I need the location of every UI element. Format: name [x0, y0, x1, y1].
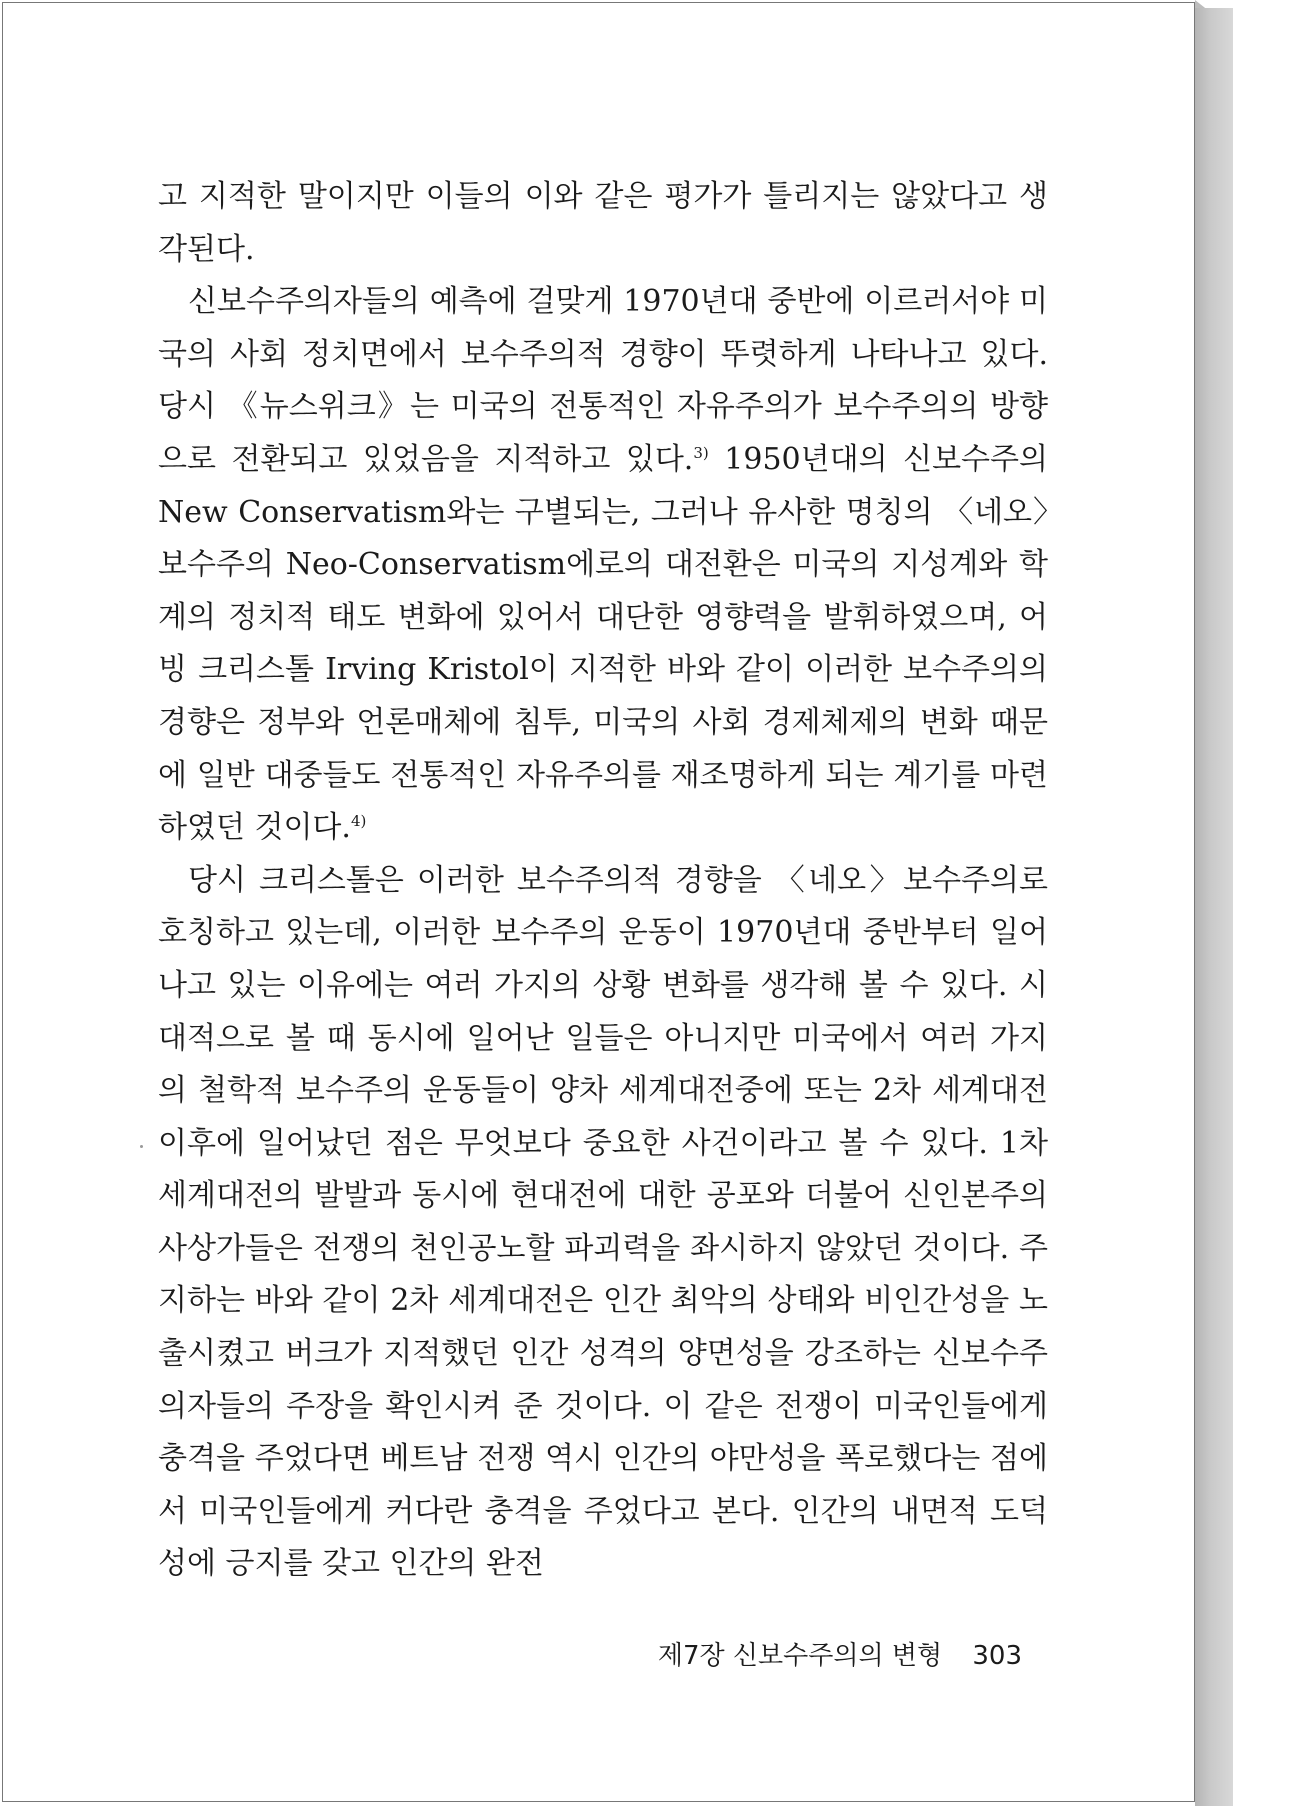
paragraph: [158, 276, 1048, 855]
paragraph-text: 당시 크리스톨은 이러한 보수주의적 경향을 〈네오〉보수주의로 호칭하고 있는데, 이러한 보수주의 운동이 1970년대 중반부터 일어나고 있는 이유에는 여러 가지의 상황 변화를 생각해 볼 수 있다. 시대적으로 볼 때 동시에 일어난 일들은 아니지만 미국에서 여러 가지의 철학적 보수주의 운동들이 양차 세계대전중에 또는 2차 세계대전 이후에 일어났던 점은 무엇보다 중요한 사건이라고 볼 수 있다. 1차 세계대전의 발발과 동시에 현대전에 대한 공포와 더불어 신인본주의 사상가들은 전쟁의 천인공노할 파괴력을 좌시하지 않았던 것이다. 주지하는 바와 같이 2차 세계대전은 인간 최악의 상태와 비인간성을 노출시켰고 버크가 지적했던 인간 성격의 양면성을 강조하는 신보수주의자들의 주장을 확인시켜 준 것이다. 이 같은 전쟁이 미국인들에게 충격을 주었다면 베트남 전쟁 역시 인간의 야만성을 폭로했다는 점에서 미국인들에게 커다란 충격을 주었다고 본다. 인간의 내면적 도덕성에 긍지를 갖고 인간의 완전: [158, 862, 1048, 1582]
paragraph-text: 신보수주의자들의 예측에 걸맞게 1970년대 중반에 이르러서야 미국의 사회 정치면에서 보수주의적 경향이 뚜렷하게 나타나고 있다. 당시 《뉴스위크》는 미국의 전통적인 자유주의가 보수주의의 방향으로 전환되고 있었음을 지적하고 있다.: [158, 284, 1048, 477]
book-page: [2, 2, 1195, 1802]
chapter-title: 제7장 신보수주의의 변형: [657, 1641, 943, 1671]
paragraph: [158, 855, 1048, 1591]
paragraph-text: 고 지적한 말이지만 이들의 이와 같은 평가가 틀리지는 않았다고 생각된다.: [158, 179, 1048, 267]
footnote-marker: 3): [693, 443, 709, 462]
paragraph-text: 1950년대의 신보수주의 New Conservatism와는 구별되는, 그러나 유사한 명칭의 〈네오〉보수주의 Neo-Conservatism에로의 대전환은 미국의 지성계와 학계의 정치적 태도 변화에 있어서 대단한 영향력을 발휘하였으며, 어빙 크리스톨 Irving Kristol이 지적한 바와 같이 이러한 보수주의의 경향은 정부와 언론매체에 침투, 미국의 사회 경제체제의 변화 때문에 일반 대중들도 전통적인 자유주의를 재조명하게 되는 계기를 마련하였던 것이다.: [158, 441, 1048, 846]
footnote-marker: 4): [350, 812, 367, 831]
body-text: [158, 171, 1048, 1591]
running-footer: [658, 1635, 1022, 1672]
page-edge-shadow: [1195, 8, 1233, 1806]
page-number: 303: [972, 1641, 1022, 1671]
scan-speck: [140, 1145, 143, 1148]
paragraph: [158, 171, 1048, 276]
